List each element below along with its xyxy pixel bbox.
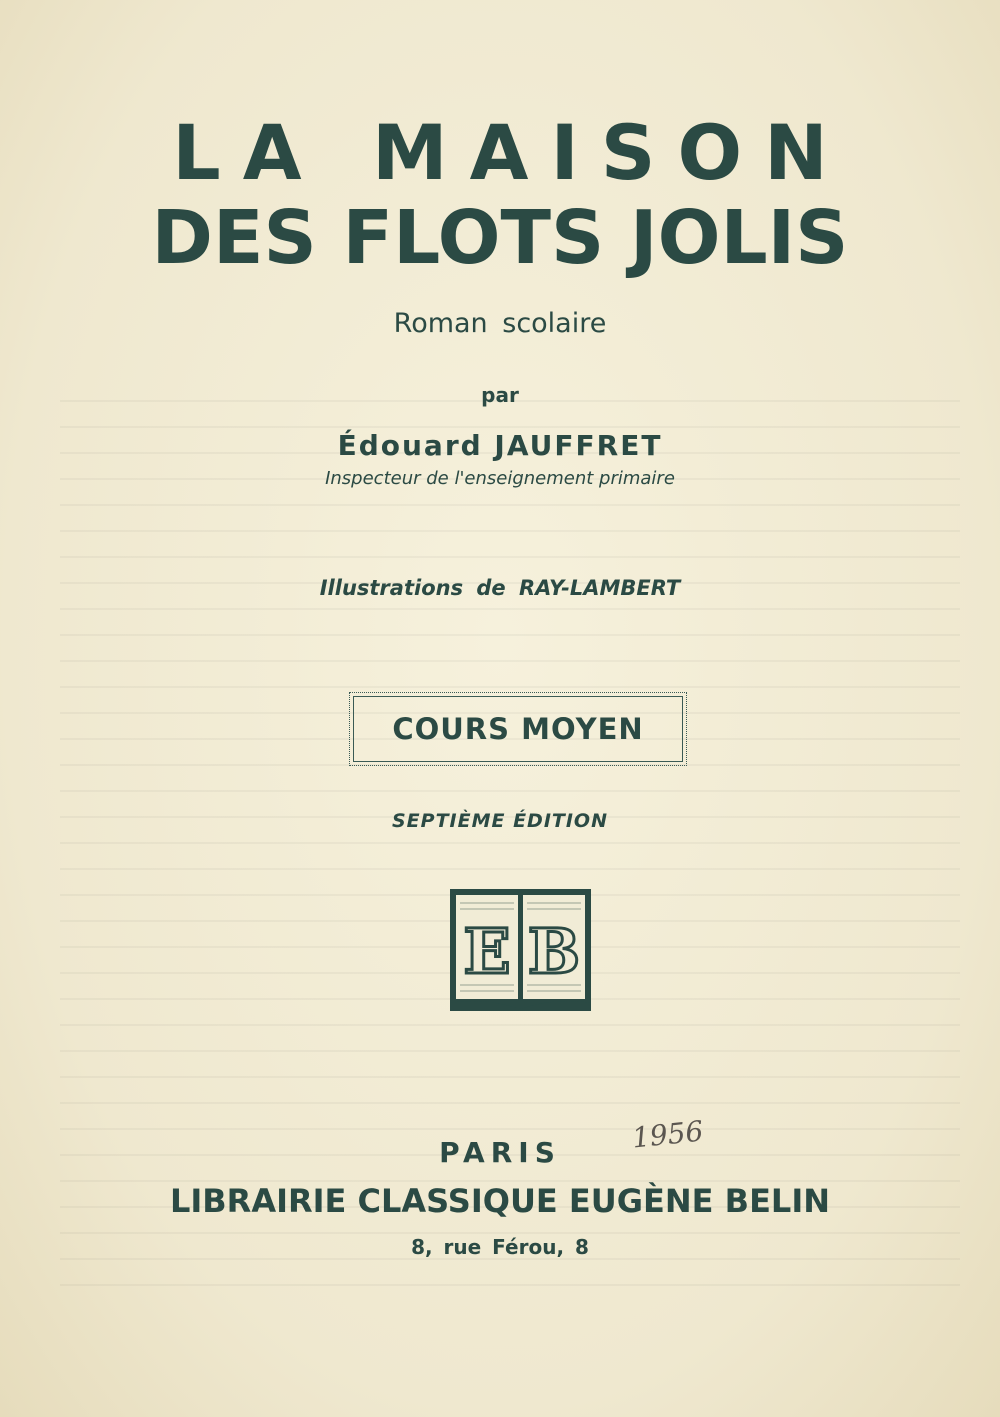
course-level-box bbox=[353, 696, 683, 762]
handwritten-year: 1956 bbox=[630, 1114, 705, 1155]
open-book-monogram-icon bbox=[448, 885, 593, 1013]
book-title-line-2: DES FLOTS JOLIS bbox=[151, 195, 849, 281]
author-name: Édouard JAUFFRET bbox=[337, 429, 663, 462]
publisher-city: PARIS bbox=[439, 1136, 561, 1169]
logo-letter-e: E bbox=[463, 915, 511, 988]
by-label: par bbox=[481, 383, 519, 407]
author-role: Inspecteur de l'enseignement primaire bbox=[325, 468, 675, 489]
publisher-address: 8, rue Férou, 8 bbox=[411, 1235, 589, 1259]
subtitle: Roman scolaire bbox=[393, 308, 607, 339]
edition-label: SEPTIÈME ÉDITION bbox=[391, 810, 608, 832]
publisher-name: LIBRAIRIE CLASSIQUE EUGÈNE BELIN bbox=[169, 1182, 830, 1220]
course-level: COURS MOYEN bbox=[392, 712, 644, 746]
logo-letter-b: B bbox=[527, 915, 581, 988]
illustrator-credit: Illustrations de RAY-LAMBERT bbox=[319, 576, 681, 600]
book-title-line-1: LA MAISON bbox=[172, 108, 850, 197]
